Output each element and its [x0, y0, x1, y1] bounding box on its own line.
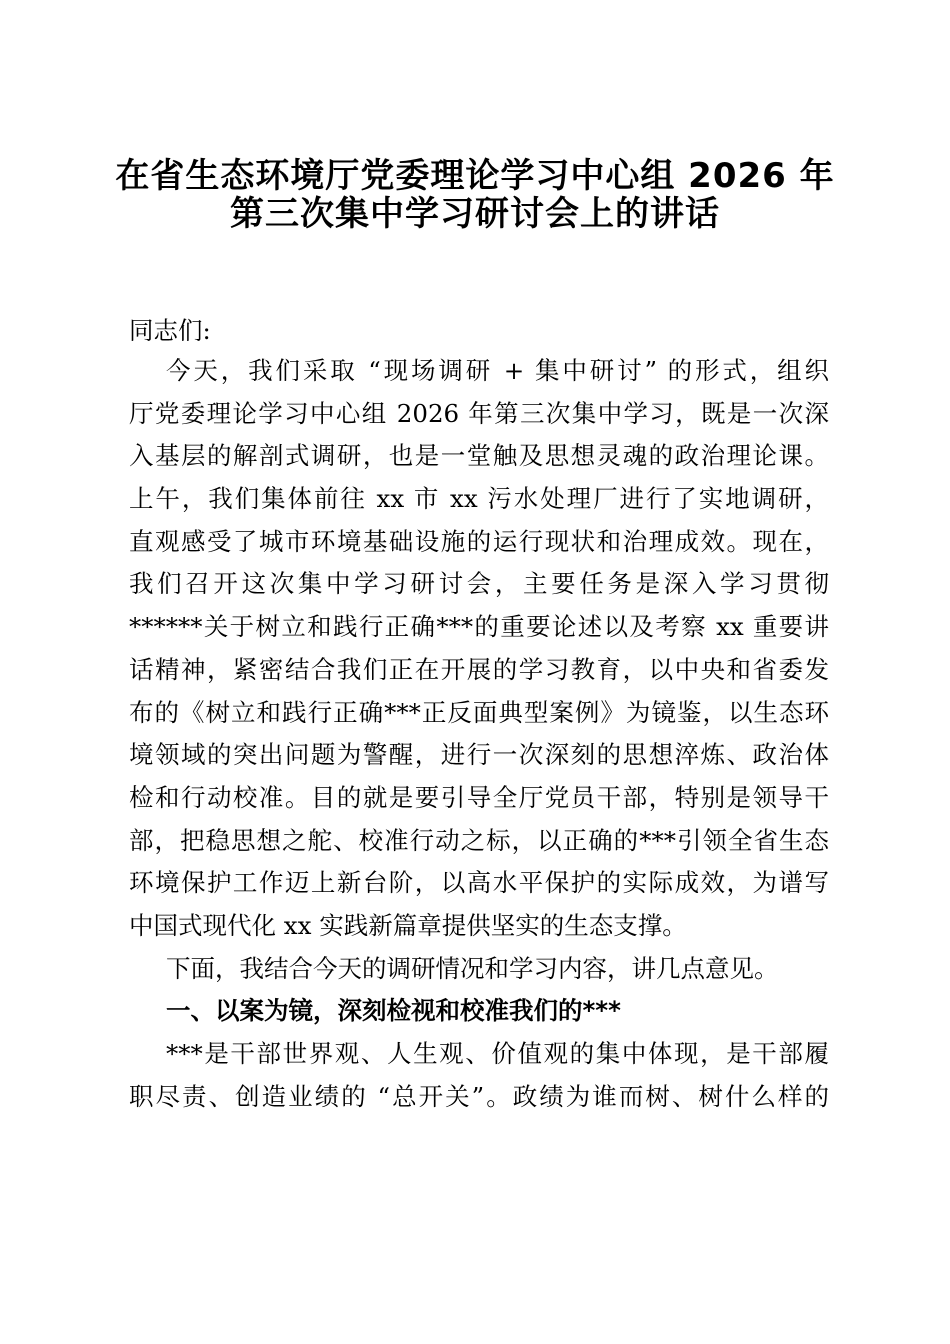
paragraph-line: 布的《树立和践行正确***正反面典型案例》为镜鉴，以生态环 — [129, 697, 829, 727]
paragraph-1 — [129, 350, 829, 1118]
paragraph-line: 话精神，紧密结合我们正在开展的学习教育，以中央和省委发 — [129, 654, 829, 684]
paragraph-line: 检和行动校准。目的就是要引导全厅党员干部，特别是领导干 — [129, 782, 829, 812]
salutation: 同志们: — [129, 316, 211, 345]
paragraph-line: ***是干部世界观、人生观、价值观的集中体现，是干部履 — [166, 1039, 829, 1068]
paragraph-line: 部，把稳思想之舵、校准行动之标，以正确的***引领全省生态 — [129, 825, 829, 855]
paragraph-line: 入基层的解剖式调研，也是一堂触及思想灵魂的政治理论课。 — [129, 441, 829, 471]
paragraph-line: 职尽责、创造业绩的 “总开关”。政绩为谁而树、树什么样的 — [129, 1081, 829, 1111]
paragraph-line: 直观感受了城市环境基础设施的运行现状和治理成效。现在， — [129, 526, 829, 556]
paragraph-line: 我们召开这次集中学习研讨会，主要任务是深入学习贯彻 — [129, 569, 829, 599]
paragraph-line: 厅党委理论学习中心组 2026 年第三次集中学习，既是一次深 — [129, 398, 829, 428]
document-title-line-1: 在省生态环境厅党委理论学习中心组 2026 年 — [115, 156, 835, 196]
paragraph-line: 今天，我们采取 “现场调研 + 集中研讨” 的形式，组织 — [166, 356, 829, 385]
paragraph-line: ******关于树立和践行正确***的重要论述以及考察 xx 重要讲 — [129, 612, 829, 642]
paragraph-line: 中国式现代化 xx 实践新篇章提供坚实的生态支撑。 — [129, 910, 687, 940]
section-heading-1: 一、以案为镜，深刻检视和校准我们的*** — [166, 996, 621, 1026]
paragraph-line: 境领域的突出问题为警醒，进行一次深刻的思想淬炼、政治体 — [129, 740, 829, 770]
paragraph-2: 下面，我结合今天的调研情况和学习内容，讲几点意见。 — [166, 953, 779, 983]
document-title-line-2: 第三次集中学习研讨会上的讲话 — [230, 194, 720, 234]
paragraph-line: 上午，我们集体前往 xx 市 xx 污水处理厂进行了实地调研， — [129, 484, 829, 514]
paragraph-line: 环境保护工作迈上新台阶，以高水平保护的实际成效，为谱写 — [129, 868, 829, 898]
